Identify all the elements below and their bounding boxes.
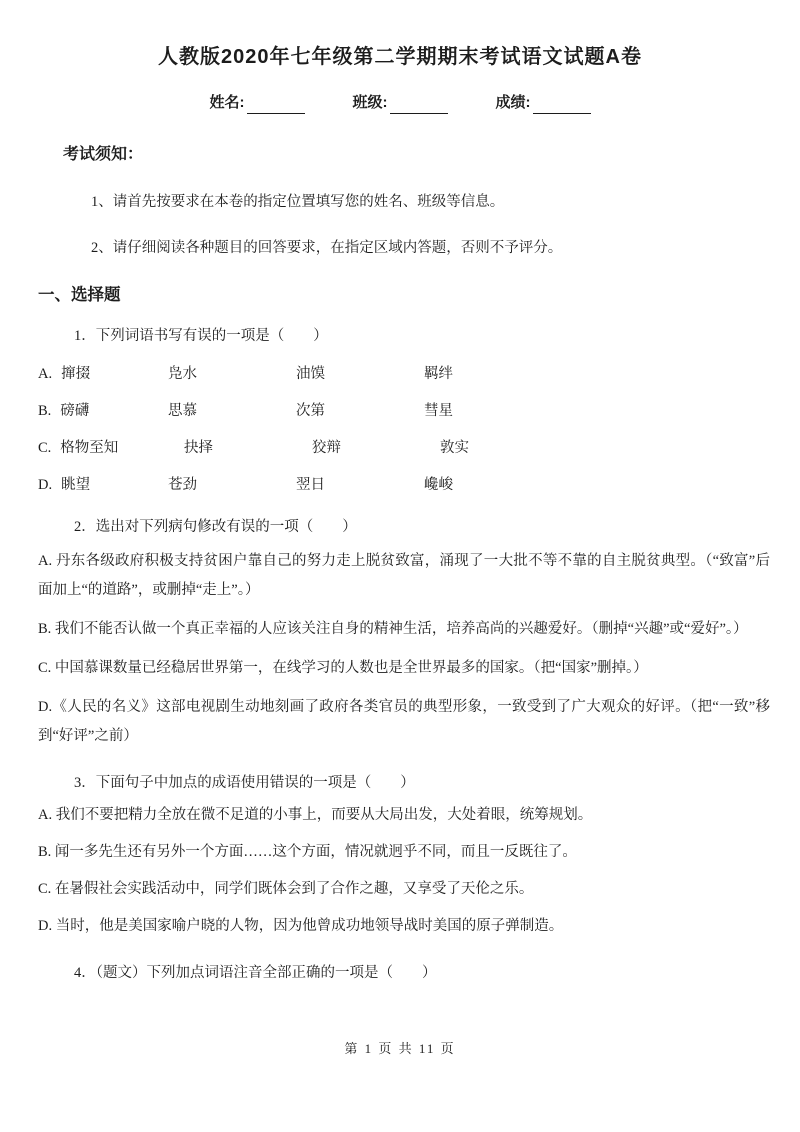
notice-heading: 考试须知： (63, 146, 144, 163)
word: 苍劲 (168, 477, 197, 493)
option-label-and-word (38, 475, 168, 495)
question-1-option-d (38, 475, 800, 495)
word: 敦实 (440, 440, 469, 456)
score-blank-line (533, 97, 591, 114)
student-info-row (0, 92, 800, 114)
question-1-option-a (38, 364, 800, 384)
class-field (353, 92, 448, 114)
option-label-and-word (38, 364, 168, 384)
score-field (496, 92, 591, 114)
question-4-stem: 4．（题文）下列加点词语注音全部正确的一项是（ ） (74, 965, 437, 981)
word: 眺望 (61, 477, 91, 493)
score-label: 成绩: (495, 94, 531, 111)
question-3-stem: 3．下面句子中加点的成语使用错误的一项是（ ） (74, 775, 415, 791)
word: 抉择 (184, 440, 213, 456)
word: 撺掇 (61, 366, 91, 382)
word: 巉峻 (424, 477, 453, 493)
name-blank-line (247, 97, 305, 114)
name-label: 姓名: (209, 94, 245, 111)
question-1-stem: 1．下列词语书写有误的一项是（ ） (74, 328, 328, 344)
question-2-stem: 2．选出对下列病句修改有误的一项（ ） (74, 519, 357, 535)
page-number-footer: 第 1 页 共 11 页 (344, 1041, 456, 1056)
option-label: C. (38, 440, 52, 456)
question-3-option-c: C. 在暑假社会实践活动中，同学们既体会到了合作之趣，又享受了天伦之乐。 (38, 881, 534, 897)
question-2-option-c: C. 中国慕课数量已经稳居世界第一，在线学习的人数也是全世界最多的国家。（把“国家”删掉。） (38, 660, 648, 676)
word: 凫水 (168, 366, 197, 382)
class-blank-line (390, 97, 448, 114)
word: 格物至知 (60, 440, 119, 456)
option-label-and-word (38, 438, 168, 458)
question-2-option-a: A. 丹东各级政府积极支持贫困户靠自己的努力走上脱贫致富，涌现了一大批不等不靠的自主脱贫典型。（“致富”后面加上“的道路”，或删掉“走上”。） (38, 553, 770, 598)
question-2-option-d: D.《人民的名义》这部电视剧生动地刻画了政府各类官员的典型形象，一致受到了广大观众的好评。（把“一致”移到“好评”之前） (38, 699, 770, 744)
option-label: D. (38, 477, 53, 493)
section-heading-choice: 一、选择题 (38, 286, 121, 304)
word: 思慕 (168, 403, 197, 419)
notice-item-1: 1、请首先按要求在本卷的指定位置填写您的姓名、班级等信息。 (91, 194, 505, 210)
question-1-option-b (38, 401, 800, 421)
notice-item-2: 2、请仔细阅读各种题目的回答要求，在指定区域内答题，否则不予评分。 (91, 240, 563, 256)
word: 狡辩 (312, 440, 341, 456)
question-1-option-c (38, 438, 800, 458)
page-title: 人教版2020年七年级第二学期期末考试语文试题A卷 (158, 46, 642, 68)
question-3-option-d: D. 当时，他是美国家喻户晓的人物，因为他曾成功地领导战时美国的原子弹制造。 (38, 918, 564, 934)
question-3-option-a: A. 我们不要把精力全放在微不足道的小事上，而要从大局出发，大处着眼，统筹规划。 (38, 807, 593, 823)
word: 次第 (296, 403, 325, 419)
word: 磅礴 (60, 403, 90, 419)
word: 翌日 (296, 477, 325, 493)
option-label-and-word (38, 401, 168, 421)
option-label: A. (38, 366, 53, 382)
option-label: B. (38, 403, 52, 419)
question-1-word-table (38, 364, 800, 495)
question-3-option-b: B. 闻一多先生还有另外一个方面……这个方面，情况就迥乎不同，而且一反既往了。 (38, 844, 577, 860)
class-label: 班级: (352, 94, 388, 111)
name-field (210, 92, 305, 114)
word: 油馍 (296, 366, 325, 382)
word: 彗星 (424, 403, 453, 419)
word: 羁绊 (424, 366, 453, 382)
question-2-option-b: B. 我们不能否认做一个真正幸福的人应该关注自身的精神生活，培养高尚的兴趣爱好。（删掉“兴趣”或“爱好”。） (38, 621, 748, 637)
